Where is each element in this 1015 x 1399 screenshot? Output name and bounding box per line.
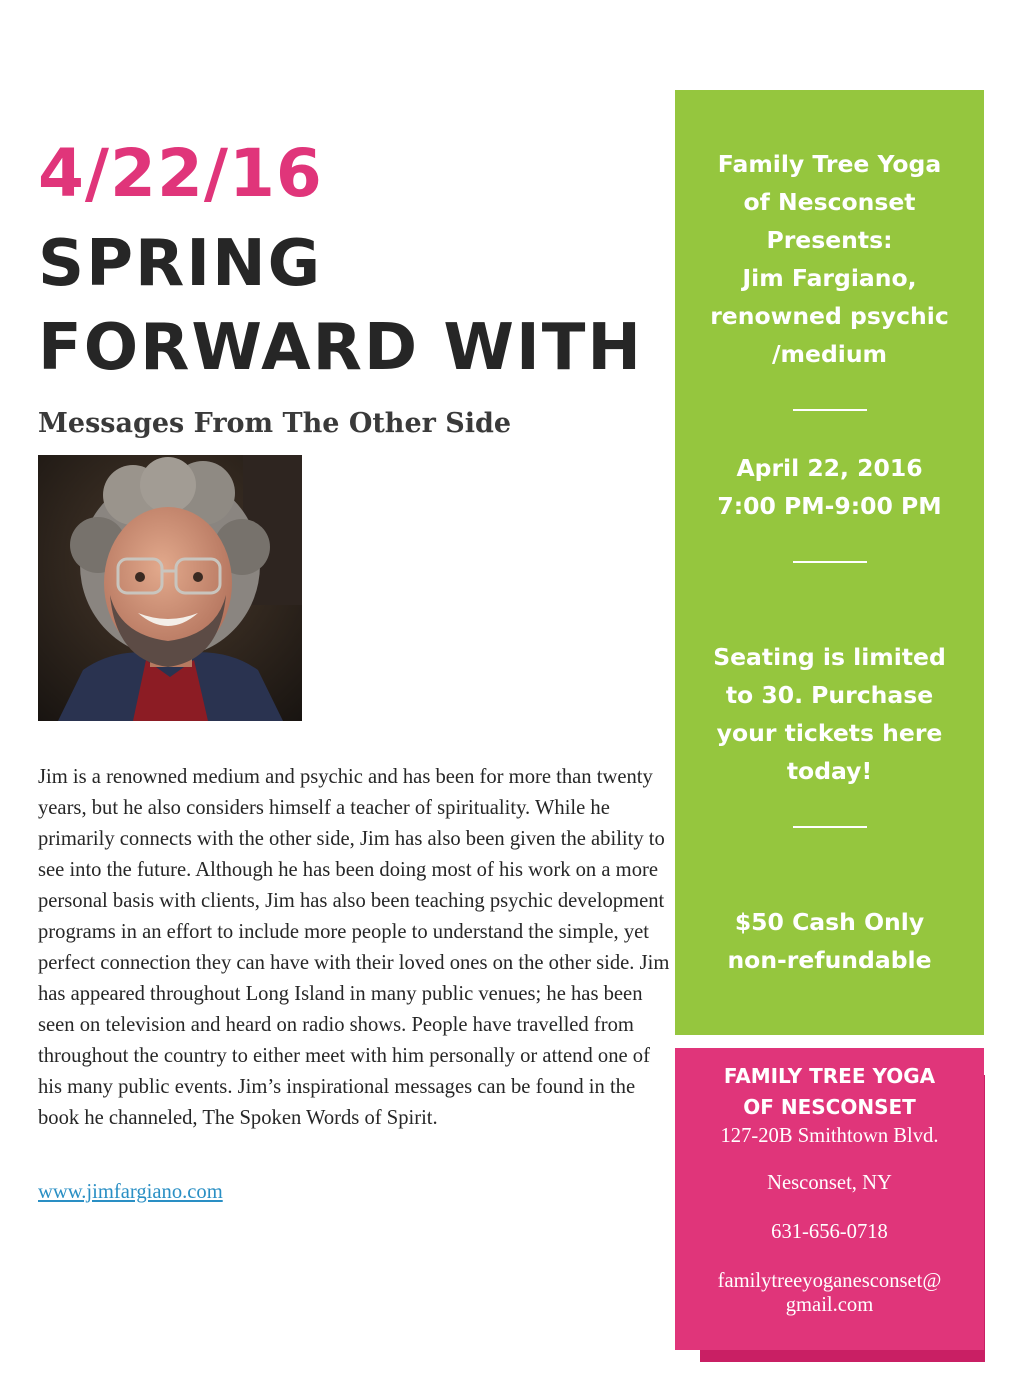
event-date: April 22, 2016	[736, 454, 923, 482]
seating-line: Seating is limited	[713, 643, 946, 671]
event-time: 7:00 PM-9:00 PM	[717, 492, 942, 520]
divider	[793, 409, 867, 411]
venue-address: 127-20B Smithtown Blvd.	[720, 1125, 939, 1147]
venue-email-line: familytreeyoganesconset@	[717, 1270, 942, 1292]
presenter-intro	[675, 145, 984, 373]
contact-panel	[675, 1048, 984, 1350]
event-info-panel	[675, 90, 984, 1035]
venue-phone: 631-656-0718	[771, 1221, 888, 1243]
presenter-portrait-image	[38, 455, 302, 721]
headline	[38, 222, 678, 390]
divider	[793, 561, 867, 563]
subtitle: Messages From The Other Side	[38, 408, 512, 439]
presenter-intro-line: Family Tree Yoga	[717, 150, 942, 178]
headline-line-2: FORWARD WITH	[38, 311, 643, 385]
venue-name-line: OF NESCONSET	[743, 1095, 916, 1119]
presenter-bio: Jim is a renowned medium and psychic and has been for more than twenty years, but he also considers himself a teacher of spirituality. While he primarily connects with the other side, Jim has also been given the ability to see into the future. Although he has been doing most of his work on a more personal basis with clients, Jim has also been teaching psychic development programs in an effort to include more people to understand the simple, yet perfect connection they can have with their loved ones on the other side. Jim has appeared throughout Long Island in many public venues; he has been seen on television and heard on radio shows. People have travelled from throughout the country to either meet with him personally or attend one of his many public events. Jim’s inspirational messages can be found in the book he channeled, The Spoken Words of Spirit.	[38, 766, 670, 1129]
presenter-intro-line: Presents:	[766, 226, 893, 254]
venue-name-line: FAMILY TREE YOGA	[723, 1064, 936, 1088]
venue-city: Nesconset, NY	[767, 1172, 892, 1194]
event-date-heading: 4/22/16	[38, 135, 323, 212]
headline-line-1: SPRING	[38, 227, 323, 301]
presenter-intro-line: /medium	[771, 340, 888, 368]
venue-name	[675, 1061, 984, 1123]
venue-email-line: gmail.com	[785, 1294, 874, 1316]
price-line: $50 Cash Only	[734, 908, 925, 936]
presenter-intro-line: of Nesconset	[743, 188, 916, 216]
seating-line: your tickets here	[716, 719, 943, 747]
seating-note	[675, 638, 984, 790]
divider	[793, 826, 867, 828]
price-line: non-refundable	[727, 946, 932, 974]
venue-email[interactable]	[675, 1269, 984, 1317]
seating-line: today!	[786, 757, 873, 785]
price-info	[675, 903, 984, 979]
event-datetime	[675, 449, 984, 525]
presenter-intro-line: renowned psychic	[710, 302, 949, 330]
website-link[interactable]: www.jimfargiano.com	[38, 1181, 223, 1203]
seating-line: to 30. Purchase	[725, 681, 934, 709]
presenter-photo	[38, 455, 302, 721]
presenter-intro-line: Jim Fargiano,	[742, 264, 917, 292]
